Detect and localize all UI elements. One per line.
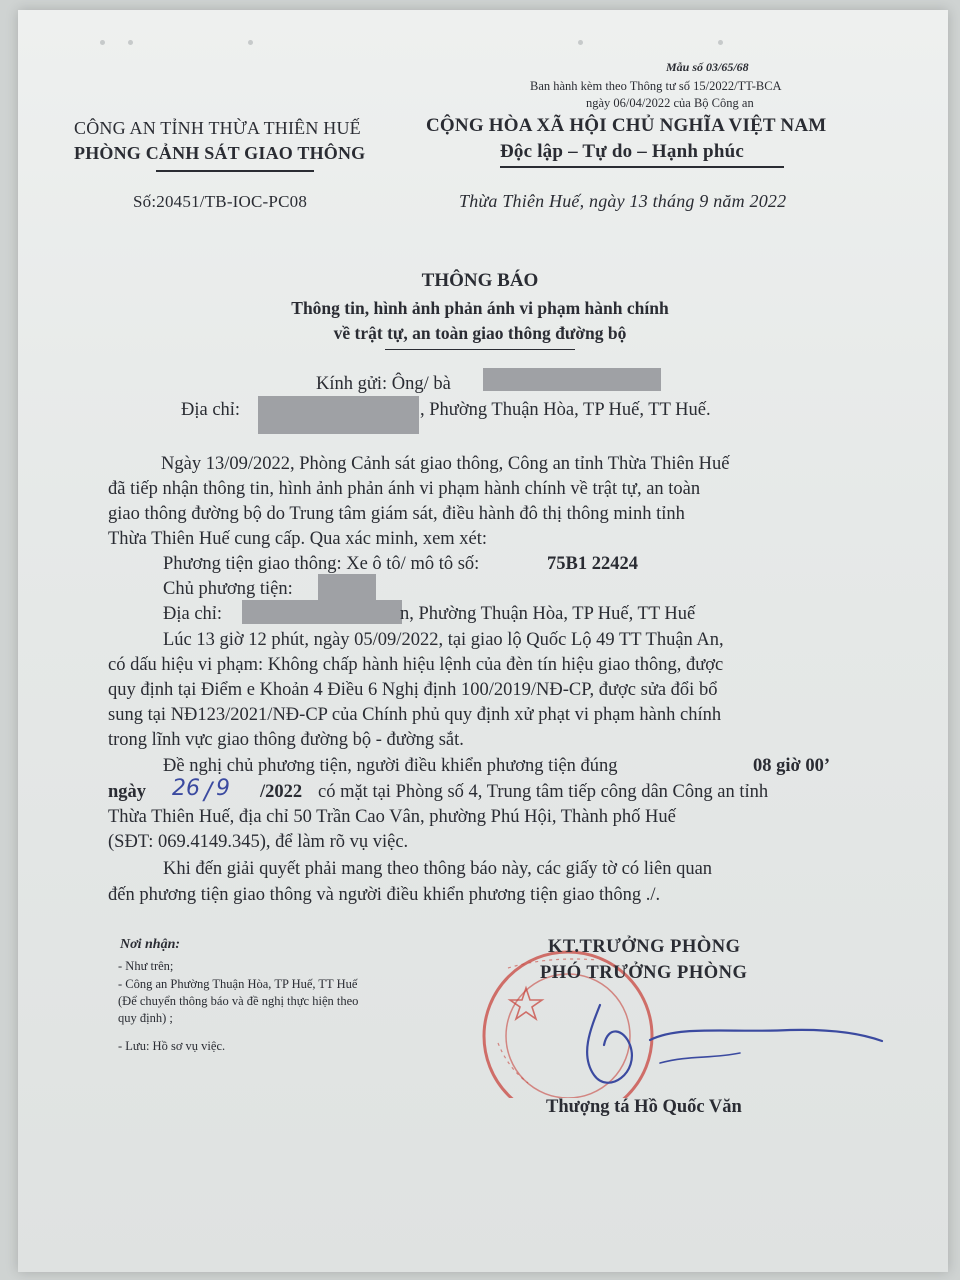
agency-parent: CÔNG AN TỈNH THỪA THIÊN HUẾ: [74, 118, 361, 138]
recipient-item: (Để chuyển thông báo và đề nghị thực hiện theo: [118, 994, 359, 1008]
punch-hole: [128, 40, 133, 45]
form-issued-line1: Ban hành kèm theo Thông tư số 15/2022/TT-BCA: [530, 79, 782, 93]
signer-name: Thượng tá Hồ Quốc Văn: [546, 1097, 742, 1117]
nation-name: CỘNG HÒA XÃ HỘI CHỦ NGHĨA VIỆT NAM: [426, 115, 827, 136]
greeting: Kính gửi: Ông/ bà: [316, 374, 451, 394]
body-line: đã tiếp nhận thông tin, hình ảnh phản ánh vi phạm hành chính về trật tự, an toàn: [108, 479, 701, 499]
handwritten-slash: /: [204, 777, 213, 805]
appointment-day-label: ngày: [108, 782, 147, 802]
form-number: Mẫu số 03/65/68: [666, 60, 749, 74]
handwritten-day: 26: [172, 776, 200, 801]
owner-address-tail: n, Phường Thuận Hòa, TP Huế, TT Huế: [400, 604, 696, 624]
recipient-item: - Công an Phường Thuận Hòa, TP Huế, TT Huế: [118, 977, 358, 991]
agency-underline: [156, 170, 314, 172]
vehicle-plate: 75B1 22424: [547, 554, 638, 574]
signer-title-2: PHÓ TRƯỞNG PHÒNG: [540, 963, 748, 983]
body-line: Lúc 13 giờ 12 phút, ngày 05/09/2022, tại giao lộ Quốc Lộ 49 TT Thuận An,: [163, 630, 724, 650]
handwritten-signature: [560, 985, 900, 1105]
address-label: Địa chỉ:: [181, 400, 241, 420]
recipient-item: quy định) ;: [118, 1011, 173, 1025]
document-subtitle-2: về trật tự, an toàn giao thông đường bộ: [333, 323, 627, 343]
agency-department: PHÒNG CẢNH SÁT GIAO THÔNG: [74, 143, 366, 163]
body-line: Ngày 13/09/2022, Phòng Cảnh sát giao thông, Công an tỉnh Thừa Thiên Huế: [161, 454, 730, 474]
handwritten-month: 9: [216, 776, 230, 801]
punch-hole: [248, 40, 253, 45]
body-line: có mặt tại Phòng số 4, Trung tâm tiếp công dân Công an tỉnh: [318, 782, 769, 802]
body-line: sung tại NĐ123/2021/NĐ-CP của Chính phủ quy định xử phạt vi phạm hành chính: [108, 705, 722, 725]
punch-hole: [578, 40, 583, 45]
owner-address-label: Địa chỉ:: [163, 604, 223, 624]
signer-title-1: KT.TRƯỞNG PHÒNG: [548, 937, 741, 957]
place-date: Thừa Thiên Huế, ngày 13 tháng 9 năm 2022: [459, 191, 787, 211]
vehicle-label: Phương tiện giao thông: Xe ô tô/ mô tô số:: [163, 554, 480, 574]
document-number: Số:20451/TB-IOC-PC08: [133, 192, 308, 211]
redacted-name: [483, 368, 661, 391]
owner-label: Chủ phương tiện:: [163, 579, 293, 599]
title-underline: [385, 349, 575, 350]
body-line: Đề nghị chủ phương tiện, người điều khiển phương tiện đúng: [163, 756, 618, 776]
body-line: Thừa Thiên Huế, địa chỉ 50 Trần Cao Vân, phường Phú Hội, Thành phố Huế: [108, 807, 676, 827]
address-tail: , Phường Thuận Hòa, TP Huế, TT Huế.: [420, 400, 711, 420]
appointment-year: /2022: [260, 782, 303, 802]
recipients-label: Nơi nhận:: [120, 937, 181, 952]
punch-hole: [100, 40, 105, 45]
body-line: Khi đến giải quyết phải mang theo thông báo này, các giấy tờ có liên quan: [163, 859, 713, 879]
body-line: đến phương tiện giao thông và người điều khiển phương tiện giao thông ./.: [108, 885, 661, 905]
body-line: (SĐT: 069.4149.345), để làm rõ vụ việc.: [108, 832, 409, 852]
body-line: Thừa Thiên Huế cung cấp. Qua xác minh, xem xét:: [108, 529, 488, 549]
redacted-address: [258, 396, 419, 434]
motto-underline: [500, 166, 784, 168]
body-line: trong lĩnh vực giao thông đường bộ - đường sắt.: [108, 730, 464, 750]
punch-hole: [718, 40, 723, 45]
recipient-item: - Như trên;: [118, 959, 174, 973]
form-issued-line2: ngày 06/04/2022 của Bộ Công an: [586, 96, 754, 110]
recipient-item: - Lưu: Hồ sơ vụ việc.: [118, 1039, 226, 1053]
redacted-owner-address: [242, 600, 402, 624]
appointment-time: 08 giờ 00’: [753, 756, 831, 776]
body-line: quy định tại Điểm e Khoản 4 Điều 6 Nghị định 100/2019/NĐ-CP, được sửa đổi bổ: [108, 680, 718, 700]
document-title: THÔNG BÁO: [421, 270, 539, 291]
body-line: có dấu hiệu vi phạm: Không chấp hành hiệu lệnh của đèn tín hiệu giao thông, được: [108, 655, 724, 675]
nation-motto: Độc lập – Tự do – Hạnh phúc: [500, 141, 744, 162]
body-line: giao thông đường bộ do Trung tâm giám sát, điều hành đô thị thông minh tỉnh: [108, 504, 685, 524]
document-subtitle-1: Thông tin, hình ảnh phản ánh vi phạm hành chính: [291, 298, 669, 318]
